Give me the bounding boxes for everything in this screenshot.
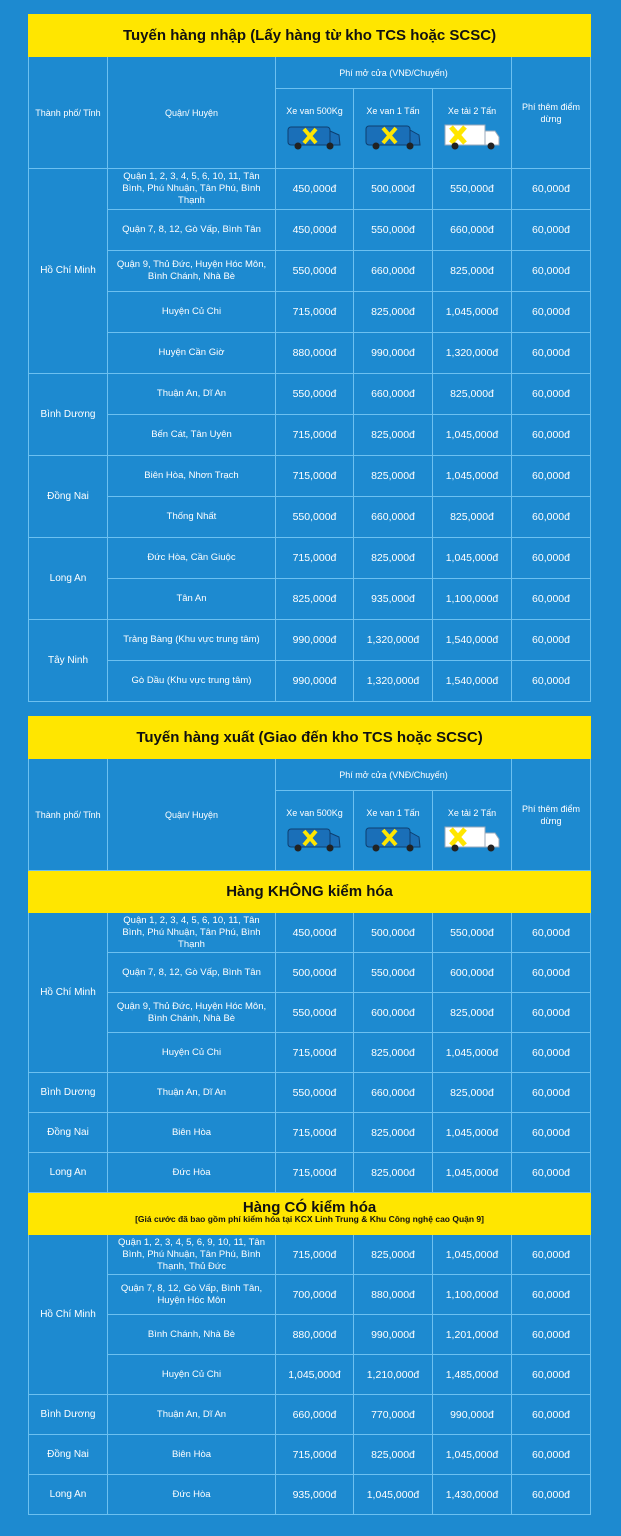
district-cell: Quận 9, Thủ Đức, Huyện Hóc Môn, Bình Chánh, Nhà Bè xyxy=(108,251,276,292)
district-cell: Quận 7, 8, 12, Gò Vấp, Bình Tân xyxy=(108,953,276,993)
price-truck-2-ton: 1,045,000đ xyxy=(433,1153,512,1193)
price-van-500kg: 990,000đ xyxy=(276,661,354,702)
van-500kg-icon xyxy=(286,825,344,853)
price-van-1-ton: 825,000đ xyxy=(354,1033,433,1073)
district-cell: Thống Nhất xyxy=(108,497,276,538)
table-row xyxy=(29,1355,591,1395)
table-row xyxy=(29,1235,591,1275)
city-cell: Hồ Chí Minh xyxy=(29,913,108,1073)
price-van-500kg: 715,000đ xyxy=(276,538,354,579)
district-cell: Trảng Bàng (Khu vực trung tâm) xyxy=(108,620,276,661)
price-van-1-ton: 660,000đ xyxy=(354,1073,433,1113)
table-row xyxy=(29,1395,591,1435)
district-cell: Bình Chánh, Nhà Bè xyxy=(108,1315,276,1355)
city-cell: Bình Dương xyxy=(29,1073,108,1113)
van-500kg-label: Xe van 500Kg xyxy=(286,808,343,818)
price-van-1-ton: 500,000đ xyxy=(354,913,433,953)
district-cell: Thuận An, Dĩ An xyxy=(108,1073,276,1113)
price-extra-stop: 60,000đ xyxy=(512,538,591,579)
van-1-ton-icon xyxy=(364,825,422,853)
export-header-row-1 xyxy=(29,759,591,791)
price-van-1-ton: 825,000đ xyxy=(354,292,433,333)
price-truck-2-ton: 1,045,000đ xyxy=(433,1235,512,1275)
price-van-500kg: 990,000đ xyxy=(276,620,354,661)
price-truck-2-ton: 1,100,000đ xyxy=(433,579,512,620)
price-truck-2-ton: 825,000đ xyxy=(433,251,512,292)
price-van-1-ton: 825,000đ xyxy=(354,1235,433,1275)
table-row xyxy=(29,333,591,374)
price-van-500kg: 715,000đ xyxy=(276,1033,354,1073)
price-truck-2-ton: 660,000đ xyxy=(433,210,512,251)
table-row xyxy=(29,953,591,993)
district-cell: Bến Cát, Tân Uyên xyxy=(108,415,276,456)
header-district: Quận/ Huyện xyxy=(108,759,276,871)
price-extra-stop: 60,000đ xyxy=(512,292,591,333)
district-cell: Quận 7, 8, 12, Gò Vấp, Bình Tân, Huyện Hóc Môn xyxy=(108,1275,276,1315)
price-extra-stop: 60,000đ xyxy=(512,913,591,953)
price-extra-stop: 60,000đ xyxy=(512,661,591,702)
header-truck-2-ton xyxy=(433,791,512,871)
price-van-500kg: 880,000đ xyxy=(276,1315,354,1355)
price-van-500kg: 550,000đ xyxy=(276,374,354,415)
price-van-1-ton: 600,000đ xyxy=(354,993,433,1033)
truck-2-ton-label: Xe tải 2 Tấn xyxy=(447,106,497,116)
price-extra-stop: 60,000đ xyxy=(512,333,591,374)
district-cell: Quận 1, 2, 3, 4, 5, 6, 9, 10, 11, Tân Bình, Phú Nhuận, Tân Phú, Bình Thạnh, Thủ Đức xyxy=(108,1235,276,1275)
district-cell: Tân An xyxy=(108,579,276,620)
price-van-500kg: 715,000đ xyxy=(276,415,354,456)
district-cell: Quận 7, 8, 12, Gò Vấp, Bình Tân xyxy=(108,210,276,251)
table-row xyxy=(29,456,591,497)
price-van-500kg: 715,000đ xyxy=(276,1113,354,1153)
price-truck-2-ton: 1,045,000đ xyxy=(433,538,512,579)
table-row xyxy=(29,497,591,538)
price-truck-2-ton: 1,045,000đ xyxy=(433,415,512,456)
price-van-500kg: 700,000đ xyxy=(276,1275,354,1315)
price-truck-2-ton: 1,485,000đ xyxy=(433,1355,512,1395)
price-extra-stop: 60,000đ xyxy=(512,456,591,497)
price-van-500kg: 715,000đ xyxy=(276,1153,354,1193)
price-van-1-ton: 990,000đ xyxy=(354,1315,433,1355)
price-van-500kg: 715,000đ xyxy=(276,1435,354,1475)
price-extra-stop: 60,000đ xyxy=(512,169,591,210)
price-extra-stop: 60,000đ xyxy=(512,1395,591,1435)
price-truck-2-ton: 1,540,000đ xyxy=(433,661,512,702)
city-cell: Bình Dương xyxy=(29,374,108,456)
price-van-1-ton: 770,000đ xyxy=(354,1395,433,1435)
district-cell: Quận 1, 2, 3, 4, 5, 6, 10, 11, Tân Bình, Phú Nhuận, Tân Phú, Bình Thạnh xyxy=(108,913,276,953)
header-district: Quận/ Huyện xyxy=(108,57,276,169)
city-cell: Long An xyxy=(29,1475,108,1515)
city-cell: Hồ Chí Minh xyxy=(29,1235,108,1395)
table-row xyxy=(29,661,591,702)
price-van-500kg: 935,000đ xyxy=(276,1475,354,1515)
van-1-ton-label: Xe van 1 Tấn xyxy=(366,106,420,116)
export-table xyxy=(28,716,591,1515)
table-row xyxy=(29,1033,591,1073)
price-van-1-ton: 825,000đ xyxy=(354,1435,433,1475)
district-cell: Biên Hòa xyxy=(108,1435,276,1475)
price-van-1-ton: 825,000đ xyxy=(354,1153,433,1193)
price-van-1-ton: 550,000đ xyxy=(354,210,433,251)
price-extra-stop: 60,000đ xyxy=(512,1153,591,1193)
price-van-1-ton: 660,000đ xyxy=(354,497,433,538)
table-row xyxy=(29,993,591,1033)
price-extra-stop: 60,000đ xyxy=(512,1355,591,1395)
import-title: Tuyến hàng nhập (Lấy hàng từ kho TCS hoặc SCSC) xyxy=(29,15,591,57)
price-van-500kg: 450,000đ xyxy=(276,210,354,251)
header-extra-stop: Phí thêm điểm dừng xyxy=(512,57,591,169)
export-title-row xyxy=(29,717,591,759)
truck-2-ton-label: Xe tải 2 Tấn xyxy=(447,808,497,818)
price-van-500kg: 550,000đ xyxy=(276,497,354,538)
price-truck-2-ton: 1,201,000đ xyxy=(433,1315,512,1355)
district-cell: Gò Dầu (Khu vực trung tâm) xyxy=(108,661,276,702)
price-truck-2-ton: 600,000đ xyxy=(433,953,512,993)
price-truck-2-ton: 1,045,000đ xyxy=(433,1435,512,1475)
import-header-row-1 xyxy=(29,57,591,89)
price-extra-stop: 60,000đ xyxy=(512,415,591,456)
price-extra-stop: 60,000đ xyxy=(512,251,591,292)
van-500kg-label: Xe van 500Kg xyxy=(286,106,343,116)
header-van-500kg xyxy=(276,89,354,169)
table-row xyxy=(29,210,591,251)
price-van-1-ton: 990,000đ xyxy=(354,333,433,374)
header-truck-2-ton xyxy=(433,89,512,169)
district-cell: Huyện Củ Chi xyxy=(108,1355,276,1395)
table-row xyxy=(29,1073,591,1113)
price-van-1-ton: 1,320,000đ xyxy=(354,620,433,661)
price-extra-stop: 60,000đ xyxy=(512,579,591,620)
price-van-500kg: 1,045,000đ xyxy=(276,1355,354,1395)
price-van-1-ton: 1,210,000đ xyxy=(354,1355,433,1395)
price-extra-stop: 60,000đ xyxy=(512,953,591,993)
city-cell: Tây Ninh xyxy=(29,620,108,702)
city-cell: Long An xyxy=(29,1153,108,1193)
price-extra-stop: 60,000đ xyxy=(512,993,591,1033)
table-row xyxy=(29,579,591,620)
price-van-500kg: 500,000đ xyxy=(276,953,354,993)
district-cell: Huyện Cần Giờ xyxy=(108,333,276,374)
price-truck-2-ton: 825,000đ xyxy=(433,497,512,538)
price-van-1-ton: 935,000đ xyxy=(354,579,433,620)
table-row xyxy=(29,292,591,333)
district-cell: Đức Hòa, Cần Giuộc xyxy=(108,538,276,579)
price-van-1-ton: 660,000đ xyxy=(354,374,433,415)
price-van-1-ton: 825,000đ xyxy=(354,456,433,497)
price-van-500kg: 715,000đ xyxy=(276,456,354,497)
price-extra-stop: 60,000đ xyxy=(512,1235,591,1275)
price-van-1-ton: 1,320,000đ xyxy=(354,661,433,702)
price-extra-stop: 60,000đ xyxy=(512,497,591,538)
header-city: Thành phố/ Tỉnh xyxy=(29,759,108,871)
table-row xyxy=(29,620,591,661)
header-van-500kg xyxy=(276,791,354,871)
table-row xyxy=(29,251,591,292)
with-inspection-title-row xyxy=(29,1193,591,1235)
price-van-1-ton: 880,000đ xyxy=(354,1275,433,1315)
truck-2-ton-icon xyxy=(443,123,501,151)
price-van-500kg: 880,000đ xyxy=(276,333,354,374)
price-truck-2-ton: 550,000đ xyxy=(433,913,512,953)
header-extra-stop: Phí thêm điểm dừng xyxy=(512,759,591,871)
no-inspection-title-row xyxy=(29,871,591,913)
price-van-1-ton: 1,045,000đ xyxy=(354,1475,433,1515)
header-fee-group: Phí mở cửa (VNĐ/Chuyến) xyxy=(276,57,512,89)
price-extra-stop: 60,000đ xyxy=(512,620,591,661)
city-cell: Long An xyxy=(29,538,108,620)
price-extra-stop: 60,000đ xyxy=(512,1475,591,1515)
price-truck-2-ton: 550,000đ xyxy=(433,169,512,210)
price-truck-2-ton: 1,540,000đ xyxy=(433,620,512,661)
district-cell: Biên Hòa xyxy=(108,1113,276,1153)
district-cell: Quận 1, 2, 3, 4, 5, 6, 10, 11, Tân Bình, Phú Nhuận, Tân Phú, Bình Thạnh xyxy=(108,169,276,210)
price-truck-2-ton: 1,045,000đ xyxy=(433,1113,512,1153)
van-1-ton-icon xyxy=(364,123,422,151)
price-van-500kg: 450,000đ xyxy=(276,169,354,210)
price-van-1-ton: 660,000đ xyxy=(354,251,433,292)
district-cell: Huyện Củ Chi xyxy=(108,1033,276,1073)
import-title-row xyxy=(29,15,591,57)
city-cell: Hồ Chí Minh xyxy=(29,169,108,374)
district-cell: Thuận An, Dĩ An xyxy=(108,374,276,415)
price-extra-stop: 60,000đ xyxy=(512,210,591,251)
price-truck-2-ton: 1,100,000đ xyxy=(433,1275,512,1315)
with-inspection-title: Hàng CÓ kiểm hóa xyxy=(242,1199,377,1216)
header-fee-group: Phí mở cửa (VNĐ/Chuyến) xyxy=(276,759,512,791)
table-row xyxy=(29,1153,591,1193)
price-van-1-ton: 550,000đ xyxy=(354,953,433,993)
price-extra-stop: 60,000đ xyxy=(512,1073,591,1113)
van-500kg-icon xyxy=(286,123,344,151)
district-cell: Thuận An, Dĩ An xyxy=(108,1395,276,1435)
with-inspection-note: [Giá cước đã bao gồm phí kiểm hóa tại KCX Linh Trung & Khu Công nghệ cao Quận 9] xyxy=(135,1214,484,1224)
price-van-1-ton: 825,000đ xyxy=(354,1113,433,1153)
price-extra-stop: 60,000đ xyxy=(512,1113,591,1153)
table-row xyxy=(29,1275,591,1315)
truck-2-ton-icon xyxy=(443,825,501,853)
district-cell: Đức Hòa xyxy=(108,1475,276,1515)
table-row xyxy=(29,1113,591,1153)
table-row xyxy=(29,1435,591,1475)
header-city: Thành phố/ Tỉnh xyxy=(29,57,108,169)
price-extra-stop: 60,000đ xyxy=(512,1435,591,1475)
with-inspection-title-cell xyxy=(29,1193,591,1235)
price-truck-2-ton: 825,000đ xyxy=(433,1073,512,1113)
table-row xyxy=(29,913,591,953)
price-truck-2-ton: 825,000đ xyxy=(433,374,512,415)
price-truck-2-ton: 990,000đ xyxy=(433,1395,512,1435)
table-row xyxy=(29,1475,591,1515)
price-extra-stop: 60,000đ xyxy=(512,1275,591,1315)
city-cell: Bình Dương xyxy=(29,1395,108,1435)
price-van-500kg: 660,000đ xyxy=(276,1395,354,1435)
table-row xyxy=(29,1315,591,1355)
price-truck-2-ton: 825,000đ xyxy=(433,993,512,1033)
price-van-500kg: 825,000đ xyxy=(276,579,354,620)
price-truck-2-ton: 1,045,000đ xyxy=(433,1033,512,1073)
price-van-1-ton: 825,000đ xyxy=(354,415,433,456)
price-truck-2-ton: 1,430,000đ xyxy=(433,1475,512,1515)
city-cell: Đồng Nai xyxy=(29,1113,108,1153)
header-van-1-ton xyxy=(354,89,433,169)
city-cell: Đồng Nai xyxy=(29,1435,108,1475)
price-van-1-ton: 825,000đ xyxy=(354,538,433,579)
price-truck-2-ton: 1,045,000đ xyxy=(433,292,512,333)
no-inspection-title: Hàng KHÔNG kiểm hóa xyxy=(29,871,591,913)
price-van-500kg: 715,000đ xyxy=(276,292,354,333)
district-cell: Quận 9, Thủ Đức, Huyện Hóc Môn, Bình Chánh, Nhà Bè xyxy=(108,993,276,1033)
price-truck-2-ton: 1,045,000đ xyxy=(433,456,512,497)
import-table xyxy=(28,14,591,702)
price-extra-stop: 60,000đ xyxy=(512,1033,591,1073)
price-van-500kg: 715,000đ xyxy=(276,1235,354,1275)
price-extra-stop: 60,000đ xyxy=(512,374,591,415)
export-title: Tuyến hàng xuất (Giao đến kho TCS hoặc SCSC) xyxy=(29,717,591,759)
table-row xyxy=(29,538,591,579)
district-cell: Huyện Củ Chi xyxy=(108,292,276,333)
price-van-500kg: 450,000đ xyxy=(276,913,354,953)
price-extra-stop: 60,000đ xyxy=(512,1315,591,1355)
header-van-1-ton xyxy=(354,791,433,871)
price-van-500kg: 550,000đ xyxy=(276,1073,354,1113)
price-truck-2-ton: 1,320,000đ xyxy=(433,333,512,374)
price-van-500kg: 550,000đ xyxy=(276,251,354,292)
price-van-500kg: 550,000đ xyxy=(276,993,354,1033)
table-row xyxy=(29,415,591,456)
district-cell: Biên Hòa, Nhơn Trạch xyxy=(108,456,276,497)
city-cell: Đồng Nai xyxy=(29,456,108,538)
table-row xyxy=(29,374,591,415)
price-van-1-ton: 500,000đ xyxy=(354,169,433,210)
table-row xyxy=(29,169,591,210)
van-1-ton-label: Xe van 1 Tấn xyxy=(366,808,420,818)
district-cell: Đức Hòa xyxy=(108,1153,276,1193)
